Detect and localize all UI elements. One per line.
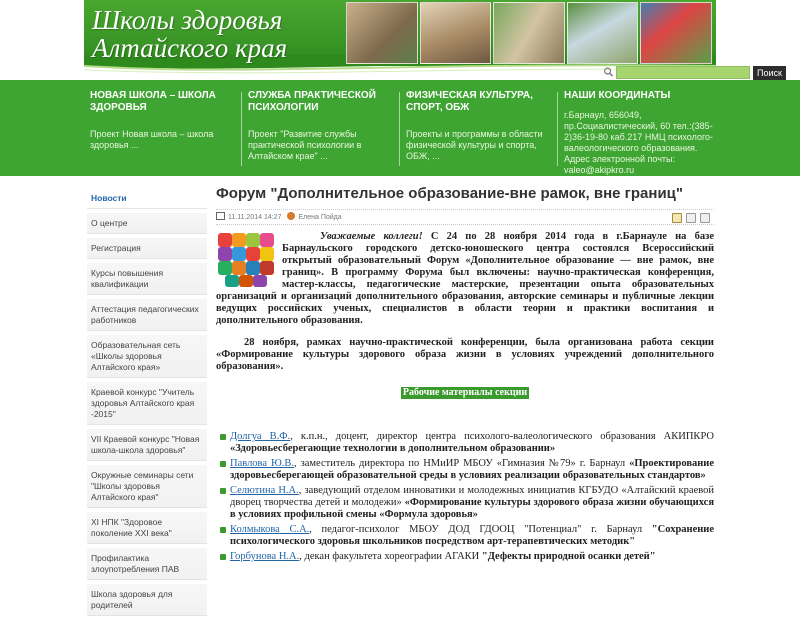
list-item (216, 485, 714, 521)
speaker-link[interactable]: Колмыкова С.А. (230, 524, 310, 535)
speaker-role: , декан факультета хореографии АГАКИ (299, 551, 482, 562)
nav-divider (557, 92, 558, 166)
sidebar-item-news[interactable]: Новости (87, 188, 207, 209)
contacts-text: г.Барнаул, 656049, пр.Социалистический, 60 тел.:(385-2)36-19-80 каб.217 НМЦ психолого-валеологического образования. Адрес электронной почты: valeo@akipkro.ru (564, 110, 714, 175)
materials-link[interactable]: Рабочие материалы секции (402, 387, 528, 398)
speaker-topic: «Формирование культуры здорового образа жизни обучающихся в условиях профильной смены «Формула здоровья» (230, 497, 714, 520)
nav-description[interactable]: Проект Новая школа – школа здоровья ... (90, 129, 214, 150)
speaker-topic: "Дефекты природной осанки детей" (481, 551, 656, 562)
search-icon (603, 66, 614, 78)
header-photo-collage (346, 2, 712, 64)
sidebar-item-registration[interactable]: Регистрация (87, 238, 207, 259)
list-item (216, 458, 714, 482)
speaker-role: , заведующий отделом инноватики и молодежных инициатив КГБУДО «Алтайский краевой дворец творчества детей и молодежи» (230, 485, 714, 508)
sidebar-item-school-contest[interactable]: VII Краевой конкурс "Новая школа-школа здоровья" (87, 429, 207, 461)
article (216, 184, 714, 566)
speaker-role: , к.п.н., доцент, директор центра психолого-валеологического образования АКИПКРО (290, 431, 714, 442)
speaker-role: , заместитель директора по НМиИР МБОУ «Гимназия №79» г. Барнаул (294, 458, 630, 469)
speaker-link[interactable]: Селютина Н.А. (230, 485, 299, 496)
sidebar-item-conference[interactable]: XI НПК "Здоровое поколение XXI века" (87, 512, 207, 544)
sidebar-item-about[interactable]: О центре (87, 213, 207, 234)
article-date: 11.11.2014 14:27 (228, 214, 282, 221)
feature-nav (84, 80, 716, 176)
intro-lead: Уважаемые коллеги! (320, 231, 423, 242)
nav-title[interactable]: НОВАЯ ШКОЛА – ШКОЛА ЗДОРОВЬЯ (90, 90, 216, 113)
nav-divider (241, 92, 242, 166)
intro-text: С 24 по 28 ноября 2014 года в г.Барнауле на базе Барнаульского городского детско-юношеского центра состоялся Всероссийский открытый образовательный Форум «Дополнительное образование — вне рамок, вне границ». В программу Форума был включены: научно-практическая конференция, мастер-классы, педагогические мастерские, презентации опыта образовательных организаций и организаций дополнительного образования, авторские семинары и публичные лекции ведущих российских ученых, специалистов в области теории и практики воспитания и дополнительного образования. (216, 231, 714, 326)
header-photo (567, 2, 639, 64)
sidebar-item-seminars[interactable]: Окружные семинары сети "Школы здоровья Алтайского края" (87, 465, 207, 508)
nav-block-psychology[interactable] (248, 90, 400, 172)
search-button[interactable]: Поиск (753, 66, 786, 80)
nav-description[interactable]: Проект "Развитие службы практической психологии в Алтайском крае" ... (248, 129, 362, 161)
intro-paragraph (216, 231, 714, 327)
speaker-topic: «Здоровьесберегающие технологии в дополнительном образовании» (230, 443, 556, 454)
article-author: Елена Пойда (298, 214, 342, 221)
search-input[interactable] (616, 66, 750, 79)
speaker-link[interactable]: Павлова Ю.В. (230, 458, 295, 469)
list-item (216, 551, 714, 563)
sidebar-item-courses[interactable]: Курсы повышения квалификации (87, 263, 207, 295)
article-tools (672, 213, 710, 223)
header-photo (493, 2, 565, 64)
article-body (216, 231, 714, 399)
nav-block-contacts (564, 90, 714, 175)
author-icon (287, 212, 295, 220)
nav-block-new-school[interactable] (90, 90, 240, 172)
calendar-icon (216, 212, 225, 220)
sidebar-item-prevention[interactable]: Профилактика злоупотребления ПАВ (87, 548, 207, 580)
page-body (84, 176, 716, 610)
materials-wrap (216, 387, 714, 399)
forum-logo (216, 231, 276, 289)
nav-title[interactable]: ФИЗИЧЕСКАЯ КУЛЬТУРА, СПОРТ, ОБЖ (406, 90, 533, 113)
site-title-line2: Алтайского края (92, 33, 288, 63)
sidebar-item-parents-school[interactable]: Школа здоровья для родителей (87, 584, 207, 616)
speaker-topic: «Проектирование здоровьесберегающей образовательной среды в условиях реализации образовательных стандартов» (230, 458, 714, 481)
header-photo (640, 2, 712, 64)
article-meta (216, 209, 714, 225)
speakers-list (216, 431, 714, 563)
header-photo (346, 2, 418, 64)
nav-divider (399, 92, 400, 166)
speaker-role: , педагог-психолог МБОУ ДОД ГДООЦ "Потенциал" г. Барнаул (309, 524, 652, 535)
sidebar-item-attestation[interactable]: Аттестация педагогических работников (87, 299, 207, 331)
speaker-link[interactable]: Горбунова Н.А. (230, 551, 300, 562)
edit-icon[interactable] (672, 213, 682, 223)
sidebar-menu (87, 188, 207, 620)
section-paragraph: 28 ноября, рамках научно-практической конференции, была организована работа секции «Формирование культуры здорового образа жизни в условиях учреждений дополнительного образования». (216, 337, 714, 372)
nav-block-sport[interactable] (406, 90, 556, 172)
speaker-topic: "Сохранение психологического здоровья школьников посредством арт-терапевтических методик" (230, 524, 715, 547)
article-title[interactable]: Форум "Дополнительное образование-вне рамок, вне границ" (216, 185, 684, 202)
list-item (216, 431, 714, 455)
email-icon[interactable] (686, 213, 696, 223)
site-title[interactable] (92, 6, 287, 62)
nav-title: НАШИ КООРДИНАТЫ (564, 90, 671, 101)
nav-title[interactable]: СЛУЖБА ПРАКТИЧЕСКОЙ ПСИХОЛОГИИ (248, 90, 376, 113)
site-title-line1: Школы здоровья (92, 5, 283, 35)
sidebar-item-teacher-contest[interactable]: Краевой конкурс "Учитель здоровья Алтайского края -2015" (87, 382, 207, 425)
site-header (84, 0, 782, 80)
header-photo (420, 2, 492, 64)
nav-description[interactable]: Проекты и программы в области физической культуры и спорта, ОБЖ, ... (406, 129, 543, 161)
feature-nav-band (0, 80, 800, 176)
list-item (216, 524, 714, 548)
sidebar-item-network[interactable]: Образовательная сеть «Школы здоровья Алтайского края» (87, 335, 207, 378)
speaker-link[interactable]: Долгуа В.Ф. (230, 431, 291, 442)
print-icon[interactable] (700, 213, 710, 223)
